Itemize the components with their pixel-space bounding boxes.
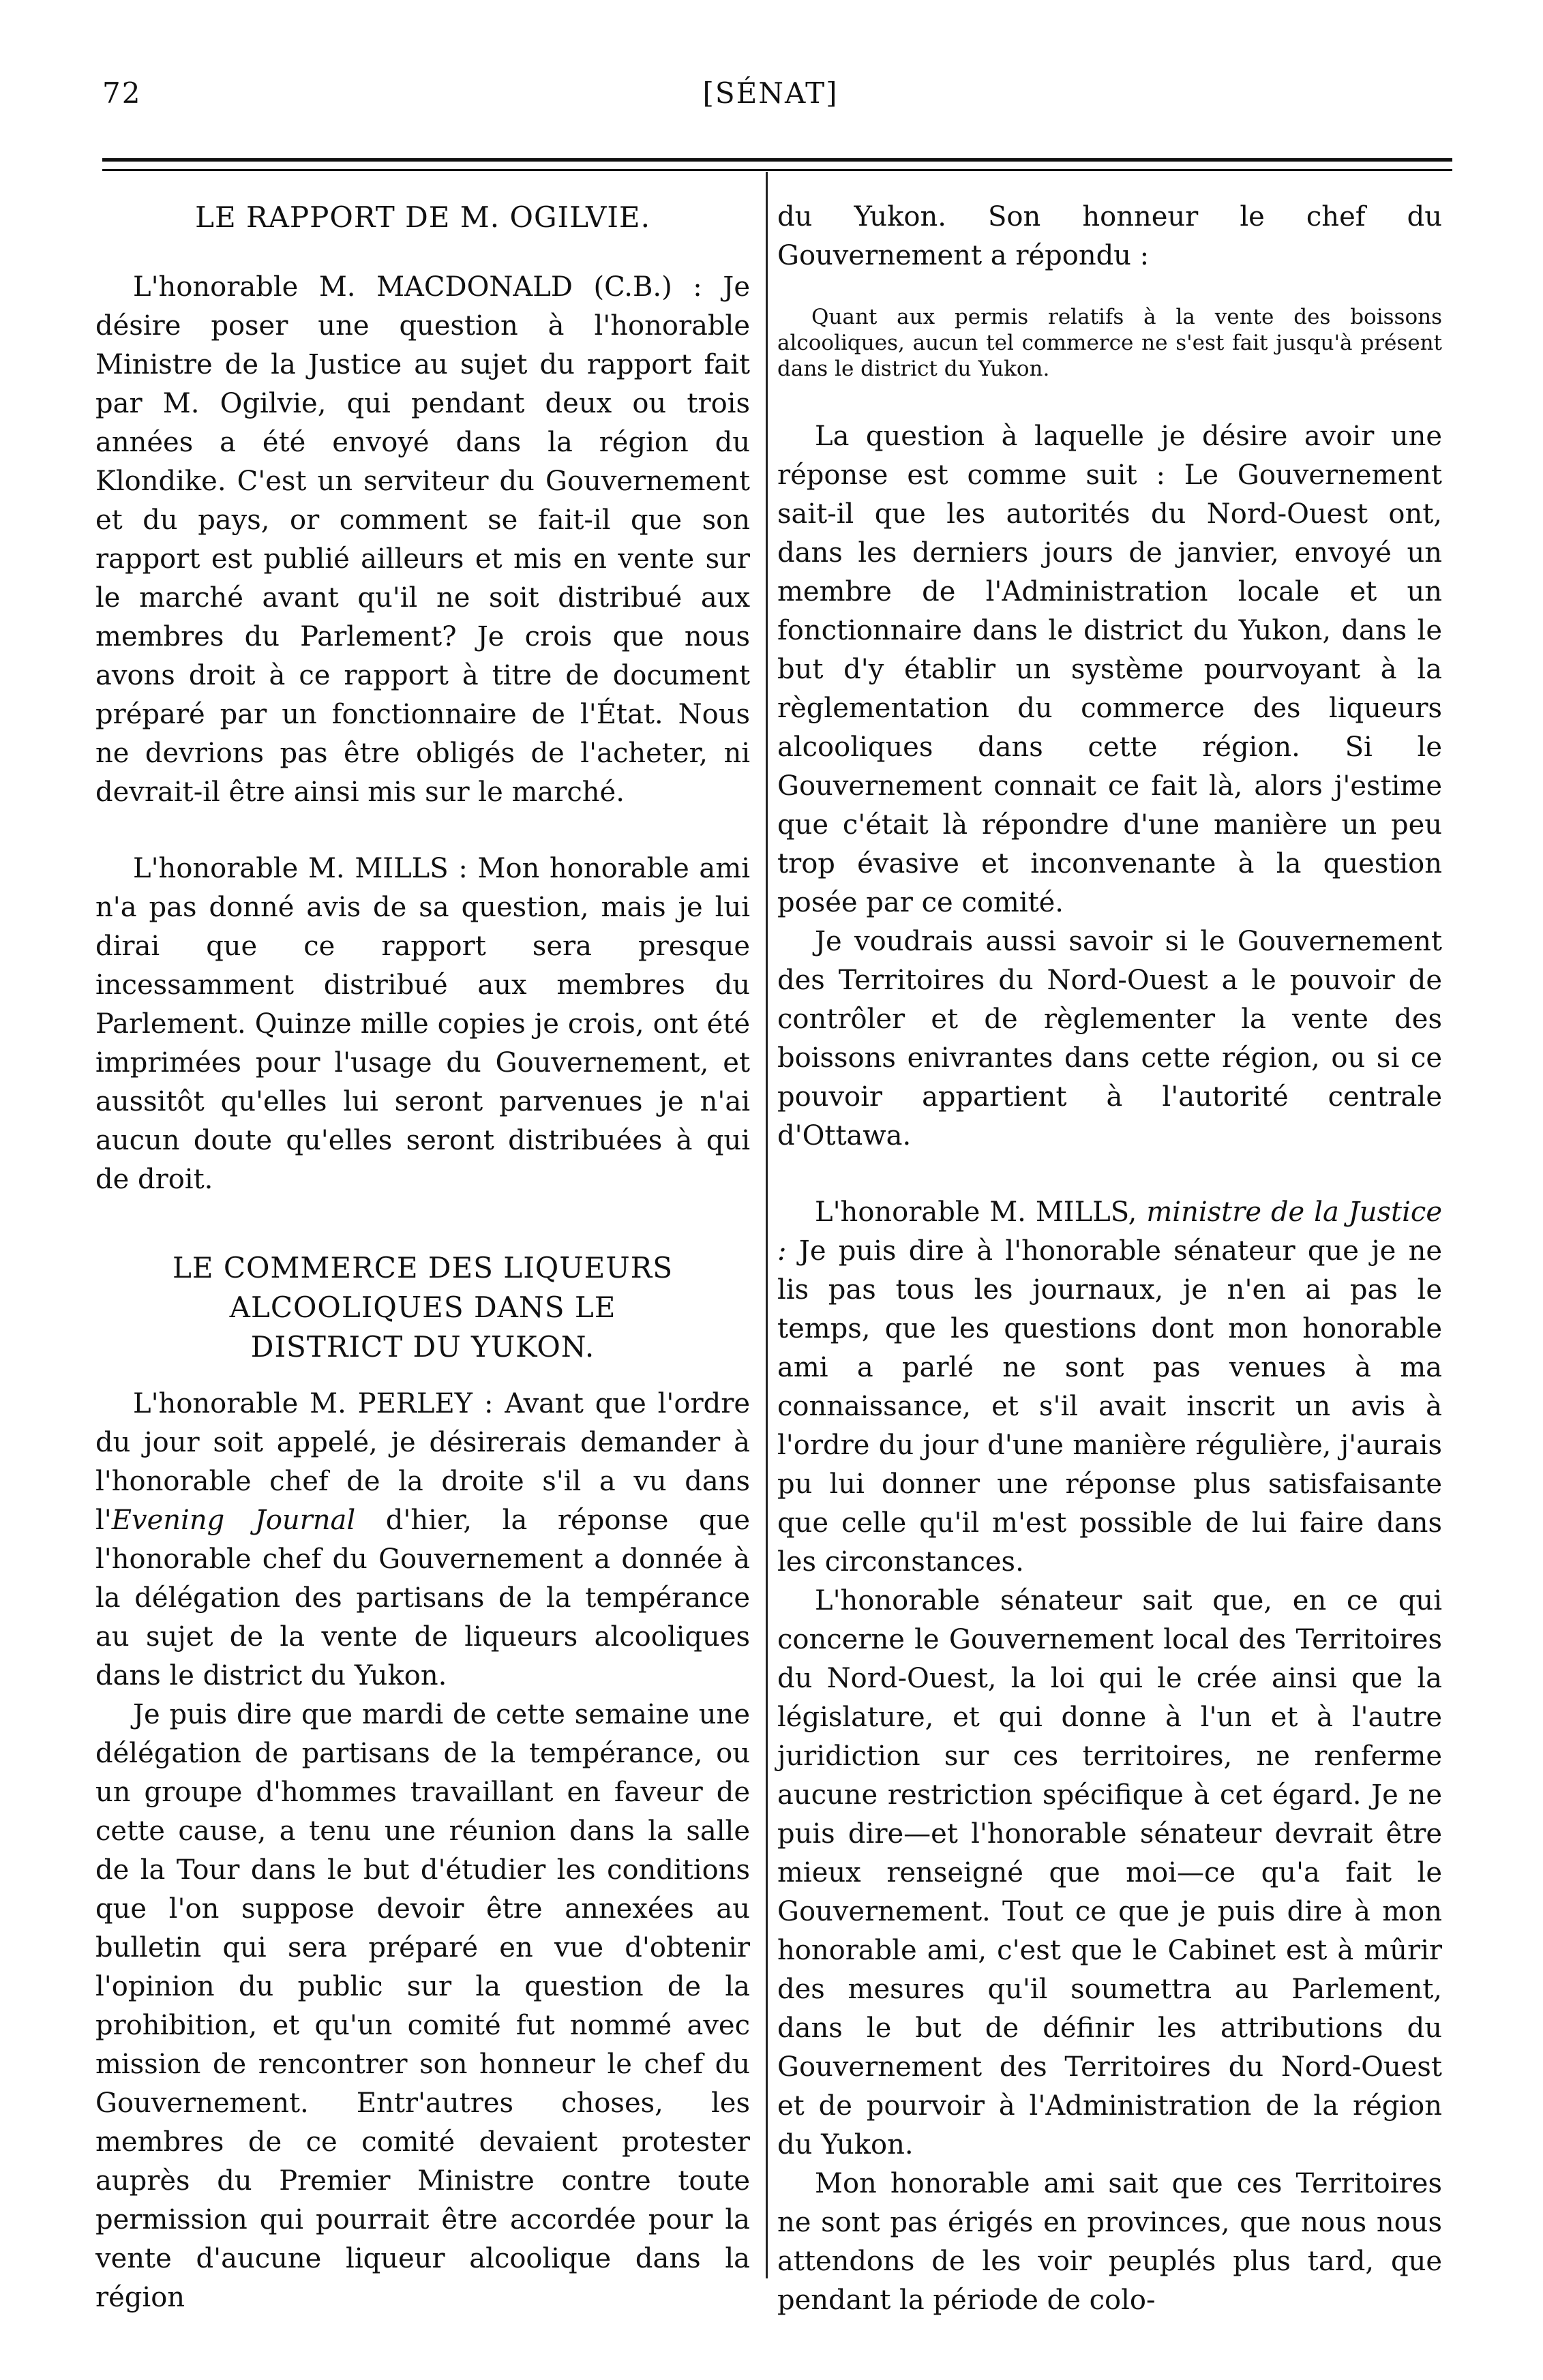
paragraph-mills-answer xyxy=(777,1193,1442,1582)
paragraph-macdonald xyxy=(95,268,750,812)
left-column xyxy=(95,198,750,2317)
section-title-yukon-liquor xyxy=(95,1248,750,1367)
section-title-line: LE COMMERCE DES LIQUEURS xyxy=(172,1251,674,1284)
paragraph-text: Je désire poser une question à l'honorable Ministre de la Justice au sujet du rapport fait par M. Ogilvie, qui pendant deux ou trois années a été envoyé dans la région du Klondike. C'est un serviteur du Gouvernement et du pays, or comment se fait-il que son rapport est publié ailleurs et mis en vente sur le marché avant qu'il ne soit distribué aux membres du Parlement? Je crois que nous avons droit à ce rapport à titre de document préparé par un fonctionnaire de l'État. Nous ne devrions pas être obligés de l'acheter, ni devrait-il être ainsi mis sur le marché. xyxy=(95,271,750,808)
paragraph-text: Je puis dire à l'honorable sénateur que je ne lis pas tous les journaux, je n'en ai pas le temps, que les questions dont mon honorable ami a parlé ne sont pas venues à ma connaissance, et s'il avait inscrit un avis à l'ordre du jour d'une manière régulière, j'aurais pu lui donner une réponse plus satisfaisante que celle qu'il m'est possible de lui faire dans les circonstances. xyxy=(777,1235,1443,1578)
page-header xyxy=(102,76,1439,117)
right-column xyxy=(777,198,1442,2320)
newspaper-title: Evening Journal xyxy=(111,1505,356,1536)
speaker-role: ministre de la Justice : xyxy=(777,1196,1442,1267)
block-quote: Quant aux permis relatifs à la vente des boissons alcooliques, aucun tel commerce ne s'est fait jusqu'à présent dans le district du Yukon. xyxy=(777,305,1442,381)
speaker-mills: L'honorable M. MILLS : xyxy=(133,853,468,884)
speaker-mills: L'honorable M. MILLS, xyxy=(815,1196,1137,1228)
header-rule-thick xyxy=(102,158,1452,162)
paragraph-text: d'hier, la réponse que l'honorable chef du Gouvernement a donnée à la délégation des partisans de la tempérance au sujet de la vente de liqueurs alcooliques dans le district du Yukon. xyxy=(95,1505,751,1691)
speaker-perley: L'honorable M. PERLEY : xyxy=(133,1388,494,1419)
paragraph-text: Mon honorable ami n'a pas donné avis de sa question, mais je lui dirai que ce rapport sera presque incessamment distribué aux membres du Parlement. Quinze mille copies je crois, ont été imprimées pour l'usage du Gouvernement, et aussitôt qu'elles lui seront parvenues je n'ai aucun doute qu'elles seront distribuées à qui de droit. xyxy=(95,853,751,1195)
paragraph-territories: Mon honorable ami sait que ces Territoires ne sont pas érigés en provinces, que nous nous attendons de les voir peuplés plus tard, que pendant la période de colo- xyxy=(777,2168,1442,2316)
column-divider xyxy=(766,172,768,2278)
section-title-ogilvie: LE RAPPORT DE M. OGILVIE. xyxy=(195,200,650,234)
speaker-macdonald: L'honorable M. MACDONALD (C.B.) : xyxy=(133,271,702,303)
paragraph-local-government: L'honorable sénateur sait que, en ce qui concerne le Gouvernement local des Territoires du Nord-Ouest, la loi qui le crée ainsi que la législature, et qui donne à l'un et à l'autre juridiction sur ces territoires, ne renferme aucune restriction spécifique à cet égard. Je ne puis dire—et l'honorable sénateur devrait être mieux renseigné que moi—ce qu'a fait le Gouvernement. Tout ce que je puis dire à mon honorable ami, c'est que le Cabinet est à mûrir des mesures qu'il soumettra au Parlement, dans le but de définir les attributions du Gouvernement des Territoires du Nord-Ouest et de pourvoir à l'Administration de la région du Yukon. xyxy=(777,1585,1442,2160)
paragraph-perley xyxy=(95,1385,750,1696)
paragraph-text: Avant que l'ordre du jour soit appelé, je désirerais demander à l'honorable chef de la droite s'il a vu dans l' xyxy=(95,1388,750,1536)
running-head: [SÉNAT] xyxy=(702,76,839,110)
paragraph-mills-reply xyxy=(95,849,750,1199)
paragraph-delegation: Je puis dire que mardi de cette semaine une délégation de partisans de la tempérance, ou un groupe d'hommes travaillant en faveur de cette cause, a tenu une réunion dans la salle de la Tour dans le but d'étudier les conditions que l'on suppose devoir être annexées au bulletin qui sera préparé en vue d'obtenir l'opinion du public sur la question de la prohibition, et qu'un comité fut nommé avec mission de rencontrer son honneur le chef du Gouvernement. Entr'autres choses, les membres de ce comité devaient protester auprès du Premier Ministre contre toute permission qui pourrait être accordée pour la vente d'aucune liqueur alcoolique dans la région xyxy=(95,1699,750,2313)
paragraph-continued: du Yukon. Son honneur le chef du Gouvernement a répondu : xyxy=(777,201,1442,271)
paragraph-question: La question à laquelle je désire avoir une réponse est comme suit : Le Gouvernement sait-il que les autorités du Nord-Ouest ont, dans les derniers jours de janvier, envoyé un membre de l'Administration locale et un fonctionnaire dans le district du Yukon, dans le but d'y établir un système pourvoyant à la règlementation du commerce des liqueurs alcooliques dans cette région. Si le Gouvernement connait ce fait là, alors j'estime que c'était là répondre d'une manière un peu trop évasive et inconvenante à la question posée par ce comité. xyxy=(777,421,1442,918)
page-number: 72 xyxy=(102,76,142,110)
section-title-line: DISTRICT DU YUKON. xyxy=(250,1330,595,1364)
paragraph-question-2: Je voudrais aussi savoir si le Gouvernement des Territoires du Nord-Ouest a le pouvoir de contrôler et de règlementer la vente des boissons enivrantes dans cette région, ou si ce pouvoir appartient à l'autorité centrale d'Ottawa. xyxy=(777,926,1442,1151)
section-title-line: ALCOOLIQUES DANS LE xyxy=(229,1291,616,1324)
header-rule-thin xyxy=(102,169,1452,171)
